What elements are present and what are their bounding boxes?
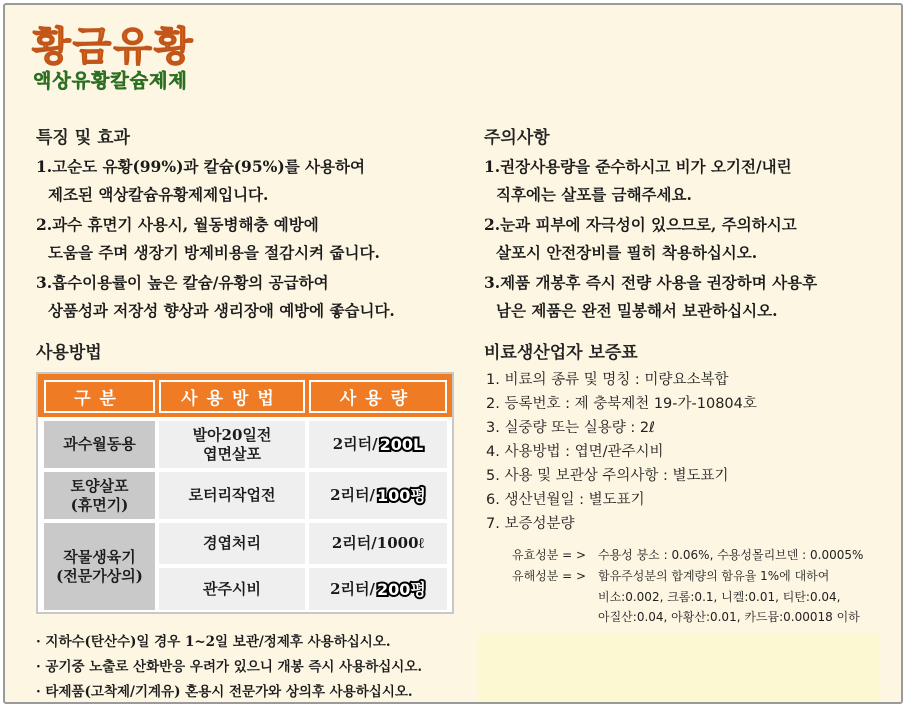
usage-title: 사용방법	[36, 343, 102, 363]
certificate-list	[486, 368, 757, 536]
table-cell-category: 작물생육기 (전문가상의)	[44, 523, 155, 610]
list-item: 2. 등록번호 : 제 충북제천 19-가-10804호	[486, 396, 757, 412]
harmful-line: 비소:0.002, 크롬:0.1, 니켈:0.01, 티탄:0.04,	[598, 589, 841, 604]
features-list	[36, 153, 395, 324]
effective-label: 유효성분 = >	[512, 548, 587, 562]
note-item: · 공기중 노출로 산화반응 우려가 있으니 개봉 즉시 사용하십시오.	[36, 659, 423, 675]
list-item: 6. 생산년월일 : 별도표기	[486, 492, 645, 508]
table-cell-category: 토양살포 (휴면기)	[44, 472, 155, 519]
brand-title: 황금유황	[32, 24, 195, 70]
table-cell-method: 발아20일전 엽면살포	[159, 421, 305, 468]
list-item: 3.제품 개봉후 즉시 전량 사용을 권장하며 사용후 남은 제품은 완전 밀봉해서 보관하십시오.	[484, 273, 818, 320]
table-cell-method: 관주시비	[159, 568, 305, 610]
header-amount: 사용량	[309, 380, 447, 413]
header-method: 사용방법	[159, 380, 305, 413]
table-cell-amount: 2리터/ 100평	[309, 472, 447, 519]
amount-badge: 200평	[377, 579, 426, 599]
features-title: 특징 및 효과	[36, 128, 130, 148]
list-item: 1.권장사용량을 준수하시고 비가 오기전/내린 직후에는 살포를 금해주세요.	[484, 157, 792, 204]
harmful-line: 아질산:0.04, 아황산:0.01, 카드뮴:0.00018 이하	[598, 610, 860, 624]
table-header	[38, 374, 452, 417]
list-item: 2.눈과 피부에 자극성이 있으므로, 주의하시고 살포시 안전장비를 필히 착용하십시오.	[484, 215, 797, 262]
list-item: 3. 실중량 또는 실용량 : 2ℓ	[486, 420, 656, 436]
cautions-list	[484, 153, 817, 324]
harmful-label: 유해성분 = >	[512, 569, 587, 583]
table-cell-amount: 2리터/ 200L	[309, 421, 447, 468]
table-cell-amount: 2리터/1000ℓ	[309, 523, 447, 564]
note-item: · 지하수(탄산수)일 경우 1~2일 보관/정제후 사용하십시오.	[36, 634, 391, 650]
table-cell-category: 과수월동용	[44, 421, 155, 468]
usage-table	[36, 372, 454, 614]
amount-badge: 200L	[379, 435, 424, 454]
amount-badge: 100평	[377, 486, 426, 505]
list-item: 1. 비료의 종류 및 명칭 : 미량요소복합	[486, 372, 729, 388]
harmful-line: 함유주성분의 합계량의 함유율 1%에 대하여	[598, 569, 830, 583]
brand-subtitle: 액상유황칼슘제제	[33, 70, 188, 92]
table-cell-method: 로터리작업전	[159, 472, 305, 519]
highlight-box	[477, 634, 879, 704]
harmful-values	[598, 566, 860, 628]
list-item: 7. 보증성분량	[486, 516, 575, 532]
effective-value: 수용성 붕소 : 0.06%, 수용성몰리브덴 : 0.0005%	[598, 548, 864, 562]
note-item: · 타제품(고착제/기계유) 혼용시 전문가와 상의후 사용하십시오.	[36, 684, 413, 700]
list-item: 5. 사용 및 보관상 주의사항 : 별도표기	[486, 468, 729, 484]
header-category: 구분	[44, 380, 155, 413]
list-item: 3.흡수이용률이 높은 칼슘/유황의 공급하여 상품성과 저장성 향상과 생리장애 예방에 좋습니다.	[36, 273, 395, 320]
table-cell-amount: 2리터/ 200평	[309, 568, 447, 610]
label-sheet	[3, 3, 903, 704]
list-item: 4. 사용방법 : 엽면/관주시비	[486, 444, 664, 460]
certificate-title: 비료생산업자 보증표	[484, 343, 638, 363]
usage-notes	[36, 630, 422, 704]
table-cell-method: 경엽처리	[159, 523, 305, 564]
cautions-title: 주의사항	[484, 128, 550, 148]
list-item: 1.고순도 유황(99%)과 칼슘(95%)를 사용하여 제조된 액상칼슘유황제제입니다.	[36, 157, 365, 204]
list-item: 2.과수 휴면기 사용시, 월동병해충 예방에 도움을 주며 생장기 방제비용을 절감시켜 줍니다.	[36, 215, 380, 262]
